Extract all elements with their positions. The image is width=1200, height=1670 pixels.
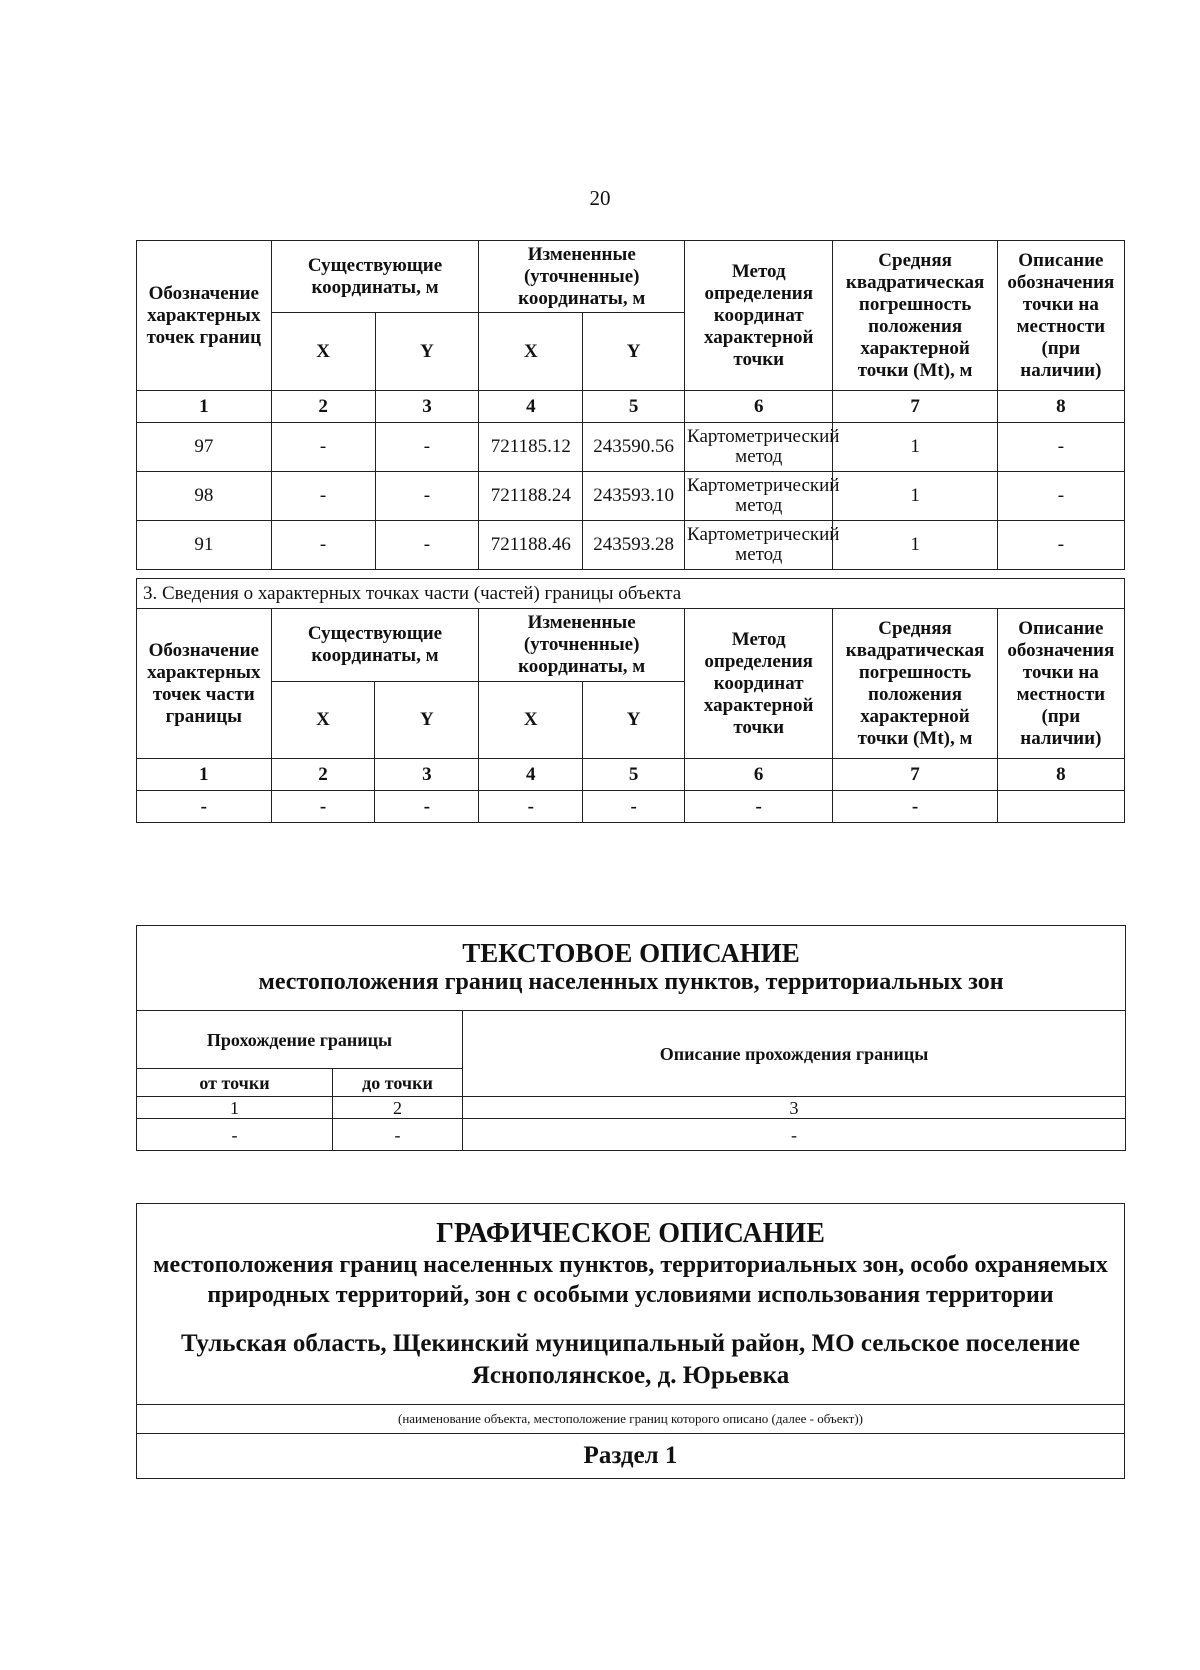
- column-number: 8: [997, 391, 1124, 423]
- column-number: 8: [997, 759, 1124, 791]
- header-accuracy: Средняя квадратическая погрешность положения характерной точки (Mt), м: [833, 241, 997, 391]
- table-row: [137, 791, 1125, 823]
- column-number: 7: [833, 391, 997, 423]
- table-row: [137, 1119, 1126, 1151]
- header-y: Y: [583, 682, 685, 759]
- column-number: 4: [479, 391, 583, 423]
- header-method: Метод определения координат характерной точки: [684, 609, 832, 759]
- section-3-title: 3. Сведения о характерных точках части (частей) границы объекта: [137, 579, 1125, 609]
- column-number: 1: [137, 759, 272, 791]
- column-number: 6: [684, 759, 832, 791]
- header-y: Y: [375, 313, 479, 391]
- header-changed-coords: Измененные (уточненные) координаты, м: [479, 609, 685, 682]
- table-cell: [997, 791, 1124, 823]
- header-x: X: [271, 682, 375, 759]
- to-point-header: до точки: [333, 1069, 463, 1097]
- changed-y: 243593.10: [583, 472, 685, 521]
- column-number: 5: [583, 391, 685, 423]
- method: Картометрический метод: [685, 472, 833, 521]
- column-number: 3: [375, 391, 479, 423]
- passage-description-header: Описание прохождения границы: [463, 1011, 1126, 1097]
- header-existing-coords: Существующие координаты, м: [271, 241, 479, 313]
- column-number: 2: [333, 1097, 463, 1119]
- graphic-description-title: ГРАФИЧЕСКОЕ ОПИСАНИЕ: [436, 1218, 825, 1249]
- object-name-note: (наименование объекта, местоположение границ которого описано (далее - объект)): [137, 1405, 1125, 1434]
- column-number: 6: [685, 391, 833, 423]
- header-designation: Обозначение характерных точек границ: [137, 241, 272, 391]
- column-number: 3: [463, 1097, 1126, 1119]
- header-accuracy: Средняя квадратическая погрешность положения характерной точки (Mt), м: [833, 609, 997, 759]
- header-y: Y: [375, 682, 479, 759]
- passage-header: Прохождение границы: [137, 1011, 463, 1069]
- column-number: 1: [137, 391, 272, 423]
- graphic-description-header: [137, 1204, 1125, 1405]
- changed-x: 721188.24: [479, 472, 583, 521]
- header-point-description: Описание обозначения точки на местности (при наличии): [997, 609, 1124, 759]
- column-number: 2: [271, 759, 375, 791]
- table-row: [137, 472, 1125, 521]
- text-description-header: [137, 926, 1126, 1011]
- header-y: Y: [583, 313, 685, 391]
- point-description: -: [997, 521, 1124, 570]
- page-number: 20: [589, 186, 611, 210]
- column-number: 3: [375, 759, 479, 791]
- method: Картометрический метод: [685, 423, 833, 472]
- table-cell: -: [463, 1119, 1126, 1151]
- table-cell: -: [137, 1119, 333, 1151]
- header-designation: Обозначение характерных точек части границы: [137, 609, 272, 759]
- changed-x: 721185.12: [479, 423, 583, 472]
- header-x: X: [479, 682, 583, 759]
- table-row: [137, 423, 1125, 472]
- accuracy: 1: [833, 472, 997, 521]
- accuracy: 1: [833, 521, 997, 570]
- table-cell: -: [333, 1119, 463, 1151]
- table-cell: -: [684, 791, 832, 823]
- table-cell: -: [375, 791, 479, 823]
- table-cell: -: [583, 791, 685, 823]
- existing-y: -: [375, 472, 479, 521]
- point-description: -: [997, 472, 1124, 521]
- existing-x: -: [271, 423, 375, 472]
- changed-y: 243593.28: [583, 521, 685, 570]
- table-cell: -: [479, 791, 583, 823]
- changed-x: 721188.46: [479, 521, 583, 570]
- existing-x: -: [271, 521, 375, 570]
- point-id: 91: [137, 521, 272, 570]
- table-cell: -: [137, 791, 272, 823]
- point-id: 97: [137, 423, 272, 472]
- changed-y: 243590.56: [583, 423, 685, 472]
- point-description: -: [997, 423, 1124, 472]
- column-number: 7: [833, 759, 997, 791]
- boundary-points-table: [136, 240, 1125, 570]
- column-number: 1: [137, 1097, 333, 1119]
- point-id: 98: [137, 472, 272, 521]
- table-cell: -: [833, 791, 997, 823]
- header-point-description: Описание обозначения точки на местности (при наличии): [997, 241, 1124, 391]
- object-location: Тульская область, Щекинский муниципальный район, МО сельское поселение Яснополянское, д. Юрьевка: [180, 1330, 1081, 1389]
- from-point-header: от точки: [137, 1069, 333, 1097]
- graphic-description-block: [136, 1203, 1125, 1479]
- column-number: 4: [479, 759, 583, 791]
- part-boundary-points-table: [136, 578, 1125, 823]
- existing-y: -: [375, 521, 479, 570]
- column-number: 5: [583, 759, 685, 791]
- text-description-title: ТЕКСТОВОЕ ОПИСАНИЕ: [462, 938, 800, 968]
- section-title: Раздел 1: [137, 1434, 1125, 1479]
- table-row: [137, 521, 1125, 570]
- existing-y: -: [375, 423, 479, 472]
- existing-x: -: [271, 472, 375, 521]
- header-x: X: [479, 313, 583, 391]
- text-description-table: [136, 925, 1126, 1151]
- column-number: 2: [271, 391, 375, 423]
- header-changed-coords: Измененные (уточненные) координаты, м: [479, 241, 685, 313]
- accuracy: 1: [833, 423, 997, 472]
- method: Картометрический метод: [685, 521, 833, 570]
- graphic-description-subtitle: местоположения границ населенных пунктов, территориальных зон, особо охраняемых природных территорий, зон с особыми условиями использования территории: [153, 1252, 1108, 1308]
- header-method: Метод определения координат характерной точки: [685, 241, 833, 391]
- table-cell: -: [271, 791, 375, 823]
- header-existing-coords: Существующие координаты, м: [271, 609, 479, 682]
- header-x: X: [271, 313, 375, 391]
- text-description-subtitle: местоположения границ населенных пунктов, территориальных зон: [258, 969, 1004, 995]
